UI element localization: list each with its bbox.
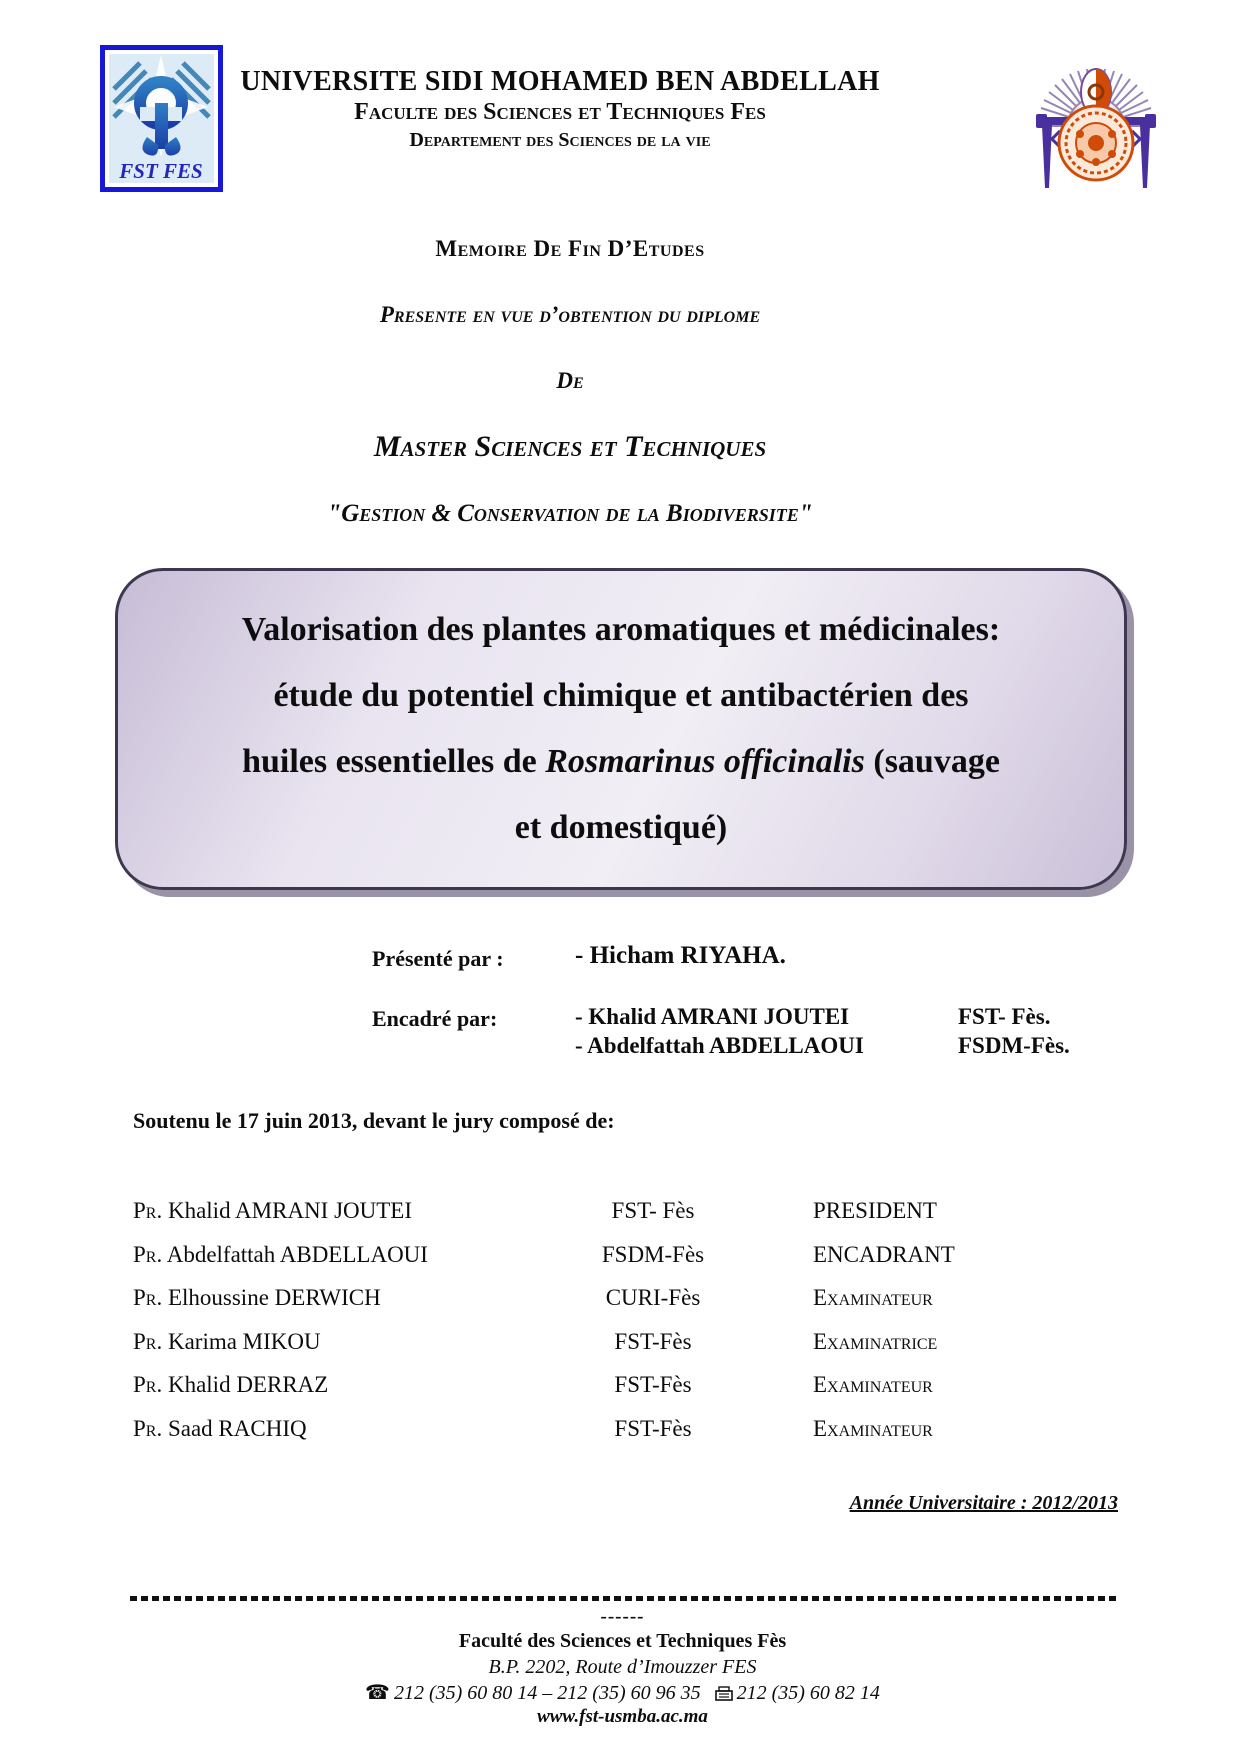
jury-name-text: Elhoussine DERWICH [167, 1285, 381, 1310]
jury-member-name [133, 1372, 563, 1398]
supervisor-2-name: - Abdelfattah ABDELLAOUI [575, 1033, 864, 1058]
jury-row [133, 1372, 1133, 1416]
jury-row [133, 1329, 1133, 1373]
thesis-title-line-1: Valorisation des plantes aromatiques et médicinales: [241, 611, 1001, 648]
supervisor-2-affiliation: FSDM-Fès. [958, 1033, 1070, 1058]
footer-fax-number: 212 (35) 60 82 14 [736, 1682, 880, 1704]
fst-fes-logo-icon [100, 45, 223, 192]
header [210, 66, 910, 153]
jury-member-affiliation: FST- Fès [611, 1198, 695, 1223]
presente-line: Presente en vue d’obtention du diplome [379, 302, 761, 327]
jury-member-name [133, 1242, 563, 1268]
jury-member-affiliation: FST-Fès [614, 1415, 692, 1441]
gestion-line: "Gestion & Conservation de la Biodiversite" [327, 500, 813, 527]
thesis-title-box [115, 568, 1127, 890]
jury-member-name [133, 1416, 563, 1442]
jury-member-role: Examinatrice [813, 1328, 938, 1354]
jury-prefix: Pr. [133, 1328, 163, 1354]
footer-address: B.P. 2202, Route d’Imouzzer FES [488, 1656, 757, 1678]
footer-phone-numbers: 212 (35) 60 80 14 – 212 (35) 60 96 35 [393, 1682, 701, 1704]
jury-member-name [133, 1329, 563, 1355]
jury-row [133, 1285, 1133, 1329]
jury-member-name [133, 1198, 563, 1224]
jury-member-name [133, 1285, 563, 1311]
mini-dashes: ------ [600, 1606, 645, 1627]
jury-prefix: Pr. [133, 1285, 163, 1310]
jury-member-role: Examinateur [813, 1415, 933, 1441]
university-name: UNIVERSITE SIDI MOHAMED BEN ABDELLAH [240, 66, 880, 97]
defense-date-line: Soutenu le 17 juin 2013, devant le jury composé de: [133, 1108, 615, 1133]
jury-member-affiliation: FST-Fès [614, 1328, 692, 1354]
dashed-separator-line [130, 1596, 1118, 1601]
master-line: Master Sciences et Techniques [373, 430, 767, 463]
jury-member-affiliation: FSDM-Fès [601, 1241, 705, 1267]
jury-member-affiliation: FST-Fès [614, 1372, 692, 1397]
fst-fes-logo-text: FST FES [119, 159, 203, 183]
jury-prefix: Pr. [133, 1415, 163, 1441]
supervisor-1-affiliation: FST- Fès. [958, 1004, 1051, 1029]
supervisor-1-name: - Khalid AMRANI JOUTEI [575, 1004, 850, 1029]
fax-icon [715, 1686, 733, 1701]
jury-prefix: Pr. [133, 1372, 163, 1397]
jury-name-text: Karima MIKOU [167, 1328, 321, 1354]
jury-table [133, 1198, 1133, 1459]
thesis-title-line-3 [118, 729, 1124, 795]
jury-member-role: Examinateur [813, 1285, 933, 1310]
presented-by-name: - Hicham RIYAHA. [575, 942, 786, 969]
phone-icon: ☎ [365, 1682, 390, 1704]
fst-fes-logo [100, 45, 223, 192]
supervised-by-label: Encadré par: [372, 1006, 498, 1031]
university-seal [1032, 38, 1160, 190]
jury-name-text: Saad RACHIQ [167, 1415, 307, 1441]
department-name: Departement des Sciences de la vie [409, 129, 711, 151]
thesis-title-line-4: et domestiqué) [514, 809, 728, 846]
de-line: De [556, 368, 584, 393]
jury-row [133, 1198, 1133, 1242]
jury-row [133, 1416, 1133, 1460]
university-seal-icon [1032, 38, 1160, 190]
jury-name-text: Khalid DERRAZ [167, 1372, 329, 1397]
faculty-name: Faculte des Sciences et Techniques Fes [354, 99, 766, 125]
thesis-title-line-3-pre: huiles essentielles de [242, 743, 546, 780]
jury-member-role: Examinateur [813, 1372, 933, 1397]
academic-year-text: Année Universitaire : 2012/2013 [849, 1492, 1118, 1514]
jury-member-affiliation: CURI-Fès [605, 1285, 701, 1310]
presented-by-label: Présenté par : [372, 946, 504, 971]
jury-name-text: Abdelfattah ABDELLAOUI [166, 1241, 428, 1267]
thesis-title-species: Rosmarinus officinalis [545, 743, 865, 780]
jury-name-text: Khalid AMRANI JOUTEI [167, 1198, 413, 1223]
thesis-title-line-2: étude du potentiel chimique et antibactérien des [273, 677, 969, 714]
thesis-title-line-3-post: (sauvage [864, 743, 1000, 780]
jury-prefix: Pr. [133, 1241, 163, 1267]
footer-faculty: Faculté des Sciences et Techniques Fès [458, 1630, 787, 1652]
jury-member-role: PRESIDENT [813, 1198, 937, 1223]
jury-row [133, 1242, 1133, 1286]
memoire-line: Memoire De Fin D’Etudes [435, 236, 705, 261]
jury-prefix: Pr. [133, 1198, 163, 1223]
academic-year [500, 1492, 1118, 1515]
footer-contact [130, 1680, 1115, 1705]
jury-member-role: ENCADRANT [813, 1241, 955, 1267]
footer-website: www.fst-usmba.ac.ma [537, 1706, 708, 1727]
